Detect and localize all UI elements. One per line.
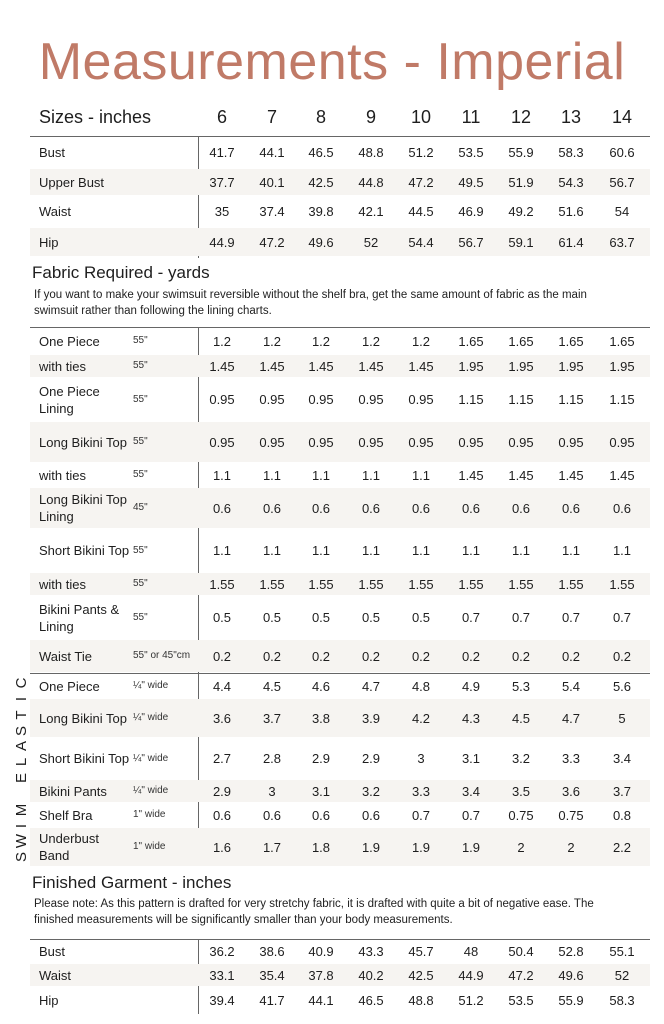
size-9-value: 52: [363, 234, 379, 250]
size-10-value: 45.7: [408, 943, 434, 959]
row-fabric-width: 55": [133, 544, 148, 556]
row-fabric-width: 1" wide: [133, 809, 166, 820]
fabric-note: If you want to make your swimsuit reversible without the shelf bra, get the same amount of fabric as the main swimsuit rather than following the lining charts.: [34, 289, 587, 317]
size-10-value: 54.4: [408, 234, 434, 250]
size-12-value: 0.6: [511, 500, 531, 516]
size-8-value: 1.8: [311, 839, 331, 855]
size-13-value: 1.45: [558, 467, 584, 483]
size-8-value: 0.5: [311, 610, 331, 625]
size-10-value: 1.45: [408, 358, 434, 374]
size-14-value: 60.6: [609, 145, 635, 160]
size-9-value: 3.9: [361, 710, 381, 726]
row-label: One Piece: [39, 678, 100, 694]
size-6-value: 1.2: [212, 333, 232, 349]
size-12-value: 0.75: [508, 807, 534, 823]
size-13-value: 3.6: [561, 783, 581, 799]
size-9-value: 4.7: [361, 678, 381, 694]
fabric-top-rule: [30, 327, 650, 328]
size-10-header: 10: [410, 107, 432, 127]
size-8-value: 1.55: [308, 576, 334, 592]
fabric-heading: Fabric Required - yards: [32, 263, 210, 282]
size-13-value: 1.15: [558, 392, 584, 407]
size-6-value: 41.7: [209, 145, 235, 160]
size-12-value: 1.15: [508, 392, 534, 407]
size-12-value: 2: [517, 839, 525, 855]
size-8-value: 0.2: [311, 648, 331, 664]
size-10-value: 0.95: [408, 434, 434, 450]
row-fabric-width: 55": [133, 469, 148, 480]
size-13-value: 54.3: [558, 174, 584, 190]
size-9-value: 0.6: [361, 807, 381, 823]
size-12-value: 1.95: [508, 358, 534, 374]
size-8-header: 8: [315, 107, 326, 127]
size-7-value: 37.4: [259, 204, 285, 219]
row-label: Long Bikini Top: [39, 434, 127, 450]
size-9-value: 1.1: [361, 543, 381, 558]
size-13-value: 1.95: [558, 358, 584, 374]
size-11-value: 51.2: [458, 993, 484, 1008]
side-label-letter: S: [13, 725, 30, 736]
row-fabric-width: ¼" wide: [133, 712, 169, 723]
size-8-value: 2.9: [311, 751, 331, 766]
side-label-letter: L: [13, 758, 30, 767]
size-12-value: 55.9: [508, 145, 534, 160]
size-12-value: 1.1: [511, 543, 531, 558]
size-11-value: 56.7: [458, 234, 484, 250]
side-label-letter: C: [13, 677, 30, 689]
size-14-value: 0.8: [612, 807, 632, 823]
row-label: Short Bikini Top: [39, 543, 130, 558]
size-10-value: 0.7: [411, 807, 431, 823]
size-8-value: 40.9: [308, 943, 334, 959]
size-9-value: 43.3: [358, 943, 384, 959]
size-12-value: 51.9: [508, 174, 534, 190]
size-6-value: 4.4: [212, 678, 232, 694]
size-10-value: 51.2: [408, 145, 434, 160]
size-8-value: 42.5: [308, 174, 334, 190]
size-6-value: 1.55: [209, 576, 235, 592]
size-14-header: 14: [611, 107, 633, 127]
size-12-value: 49.2: [508, 204, 534, 219]
side-label-letter: I: [13, 696, 30, 701]
size-6-value: 39.4: [209, 993, 235, 1008]
row-fabric-width: 55": [133, 360, 148, 371]
size-13-value: 52.8: [558, 943, 584, 959]
side-label-letter: M: [13, 803, 30, 816]
size-9-value: 0.2: [361, 648, 381, 664]
size-14-value: 1.65: [609, 333, 635, 349]
size-8-value: 1.45: [308, 358, 334, 374]
size-7-value: 47.2: [259, 234, 285, 250]
size-10-value: 0.95: [408, 392, 434, 407]
size-8-value: 3.1: [311, 783, 331, 799]
row-fabric-width: ¼" wide: [133, 785, 169, 796]
size-13-value: 58.3: [558, 145, 584, 160]
size-11-value: 1.95: [458, 358, 484, 374]
size-12-value: 53.5: [508, 993, 534, 1008]
size-11-value: 1.1: [461, 543, 481, 558]
size-14-value: 58.3: [609, 993, 635, 1008]
size-10-value: 1.55: [408, 576, 434, 592]
size-8-value: 3.8: [311, 710, 331, 726]
size-7-value: 0.6: [262, 807, 282, 823]
size-14-value: 3.4: [612, 751, 632, 766]
size-14-value: 3.7: [612, 783, 632, 799]
size-7-header: 7: [266, 107, 277, 127]
size-10-value: 1.2: [411, 333, 431, 349]
row-label: Hip: [39, 993, 59, 1008]
size-6-value: 1.1: [212, 467, 232, 483]
row-label: Bust: [39, 145, 66, 160]
size-7-value: 38.6: [259, 943, 285, 959]
size-9-value: 1.45: [358, 358, 384, 374]
size-9-value: 46.5: [358, 993, 384, 1008]
size-13-value: 1.55: [558, 576, 584, 592]
size-7-value: 1.55: [259, 576, 285, 592]
size-9-value: 1.2: [361, 333, 381, 349]
size-6-header: 6: [216, 107, 227, 127]
size-13-value: 2: [567, 839, 575, 855]
row-fabric-width: 45": [133, 502, 148, 513]
size-6-value: 0.2: [212, 648, 232, 664]
row-label: Shelf Bra: [39, 807, 93, 823]
size-8-value: 1.1: [311, 467, 331, 483]
size-11-value: 1.65: [458, 333, 484, 349]
size-12-value: 0.95: [508, 434, 534, 450]
size-12-value: 3.2: [511, 751, 531, 766]
size-12-value: 1.65: [508, 333, 534, 349]
size-11-value: 4.3: [461, 710, 481, 726]
finished-heading: Finished Garment - inches: [32, 873, 232, 892]
row-label: Bikini Pants & Lining: [39, 601, 120, 634]
size-14-value: 1.95: [609, 358, 635, 374]
size-11-value: 1.55: [458, 576, 484, 592]
size-11-value: 0.7: [461, 807, 481, 823]
size-12-value: 47.2: [508, 967, 534, 983]
size-13-value: 0.75: [558, 807, 584, 823]
size-8-value: 0.95: [308, 392, 334, 407]
size-7-value: 44.1: [259, 145, 285, 160]
size-13-value: 1.65: [558, 333, 584, 349]
size-11-value: 0.2: [461, 648, 481, 664]
size-13-value: 5.4: [561, 678, 581, 694]
size-8-value: 46.5: [308, 145, 334, 160]
size-13-value: 0.2: [561, 648, 581, 664]
size-12-value: 0.7: [511, 610, 531, 625]
size-6-value: 35: [214, 204, 230, 219]
side-label-letter: I: [13, 823, 30, 828]
size-7-value: 3.7: [262, 710, 282, 726]
size-9-value: 48.8: [358, 145, 384, 160]
size-10-value: 42.5: [408, 967, 434, 983]
size-10-value: 44.5: [408, 204, 434, 219]
size-10-value: 3: [417, 751, 425, 766]
size-9-value: 0.5: [361, 610, 381, 625]
size-11-value: 3.1: [461, 751, 481, 766]
size-8-value: 44.1: [308, 993, 334, 1008]
size-6-value: 0.95: [209, 392, 235, 407]
size-8-value: 0.6: [311, 807, 331, 823]
size-9-value: 42.1: [358, 204, 384, 219]
size-13-value: 49.6: [558, 967, 584, 983]
size-7-value: 0.5: [262, 610, 282, 625]
row-fabric-width: 55": [133, 335, 148, 346]
side-label-letter: A: [13, 741, 30, 752]
row-label: Hip: [39, 234, 59, 250]
size-14-value: 1.15: [609, 392, 635, 407]
size-13-value: 1.1: [561, 543, 581, 558]
elastic-top-rule: [30, 673, 650, 674]
size-9-value: 44.8: [358, 174, 384, 190]
size-8-value: 0.6: [311, 500, 331, 516]
size-7-value: 1.1: [262, 467, 282, 483]
size-6-value: 0.95: [209, 434, 235, 450]
size-14-value: 63.7: [609, 234, 635, 250]
size-10-value: 1.9: [411, 839, 431, 855]
size-11-value: 1.9: [461, 839, 481, 855]
row-label: with ties: [39, 467, 86, 483]
header-rule: [30, 136, 650, 137]
size-11-value: 53.5: [458, 145, 484, 160]
size-11-value: 1.15: [458, 392, 484, 407]
size-7-value: 0.95: [259, 392, 285, 407]
size-13-value: 55.9: [558, 993, 584, 1008]
row-fabric-width: 55": [133, 611, 148, 623]
size-10-value: 0.2: [411, 648, 431, 664]
size-7-value: 0.2: [262, 648, 282, 664]
side-label-letter: S: [13, 852, 30, 863]
size-10-value: 4.8: [411, 678, 431, 694]
size-6-value: 3.6: [212, 710, 232, 726]
size-6-value: 0.6: [212, 807, 232, 823]
size-14-value: 0.7: [612, 610, 632, 625]
side-label-letter: E: [13, 773, 30, 784]
size-10-value: 3.3: [411, 783, 431, 799]
size-13-value: 3.3: [561, 751, 581, 766]
row-label: One Piece: [39, 333, 100, 349]
size-10-value: 1.1: [411, 467, 431, 483]
size-7-value: 4.5: [262, 678, 282, 694]
size-9-value: 1.1: [361, 467, 381, 483]
size-11-value: 4.9: [461, 678, 481, 694]
size-13-value: 4.7: [561, 710, 581, 726]
size-6-value: 1.45: [209, 358, 235, 374]
size-8-value: 0.95: [308, 434, 334, 450]
size-header-label: Sizes - inches: [39, 107, 152, 127]
size-14-value: 1.1: [612, 543, 632, 558]
size-7-value: 40.1: [259, 174, 285, 190]
size-13-header: 13: [560, 107, 582, 127]
row-fabric-width: 55": [133, 393, 148, 405]
size-14-value: 1.55: [609, 576, 635, 592]
row-label: Bikini Pants: [39, 783, 107, 799]
size-7-value: 2.8: [262, 751, 282, 766]
size-12-header: 12: [510, 107, 532, 127]
size-10-value: 0.6: [411, 500, 431, 516]
size-9-value: 0.95: [358, 434, 384, 450]
size-13-value: 0.7: [561, 610, 581, 625]
size-11-value: 49.5: [458, 174, 484, 190]
row-fabric-width: 55": [133, 436, 148, 447]
size-12-value: 0.2: [511, 648, 531, 664]
size-12-value: 50.4: [508, 943, 534, 959]
size-8-value: 4.6: [311, 678, 331, 694]
size-7-value: 0.6: [262, 500, 282, 516]
row-fabric-width: ¼" wide: [133, 752, 169, 764]
size-14-value: 0.6: [612, 500, 632, 516]
size-9-header: 9: [365, 107, 376, 127]
size-11-header: 11: [461, 107, 481, 127]
size-14-value: 2.2: [612, 839, 632, 855]
size-11-value: 48: [463, 943, 479, 959]
size-7-value: 35.4: [259, 967, 285, 983]
row-label: Upper Bust: [39, 174, 105, 190]
row-label: Waist Tie: [39, 648, 92, 664]
size-6-value: 0.5: [212, 610, 232, 625]
size-6-value: 33.1: [209, 967, 235, 983]
size-10-value: 1.1: [411, 543, 431, 558]
size-13-value: 0.6: [561, 500, 581, 516]
size-14-value: 5.6: [612, 678, 632, 694]
size-12-value: 1.45: [508, 467, 534, 483]
size-6-value: 36.2: [209, 943, 235, 959]
row-label: Long Bikini Top Lining: [39, 492, 127, 524]
row-label: Bust: [39, 943, 66, 959]
size-7-value: 1.2: [262, 333, 282, 349]
size-12-value: 59.1: [508, 234, 534, 250]
size-8-value: 1.1: [311, 543, 331, 558]
size-9-value: 40.2: [358, 967, 384, 983]
size-13-value: 61.4: [558, 234, 584, 250]
size-9-value: 1.9: [361, 839, 381, 855]
size-12-value: 1.55: [508, 576, 534, 592]
side-label-letter: T: [13, 710, 30, 720]
row-fabric-width: 55" or 45"cm: [133, 650, 191, 661]
row-label: One Piece Lining: [39, 383, 100, 416]
size-11-value: 0.6: [461, 500, 481, 516]
size-6-value: 2.7: [212, 751, 232, 766]
size-12-value: 4.5: [511, 710, 531, 726]
size-13-value: 51.6: [558, 204, 584, 219]
size-8-value: 39.8: [308, 204, 334, 219]
size-10-value: 4.2: [411, 710, 431, 726]
row-label: Short Bikini Top: [39, 751, 130, 766]
size-7-value: 41.7: [259, 993, 285, 1008]
size-6-value: 44.9: [209, 234, 235, 250]
size-14-value: 1.45: [609, 467, 635, 483]
size-11-value: 0.7: [461, 610, 481, 625]
size-11-value: 46.9: [458, 204, 484, 219]
size-8-value: 37.8: [308, 967, 334, 983]
row-fabric-width: 1" wide: [133, 841, 166, 852]
row-label: Waist: [39, 204, 72, 219]
size-14-value: 52: [614, 967, 630, 983]
size-10-value: 0.5: [411, 610, 431, 625]
size-9-value: 3.2: [361, 783, 381, 799]
row-fabric-width: ¼" wide: [133, 680, 169, 691]
size-6-value: 2.9: [212, 783, 232, 799]
size-6-value: 1.1: [212, 543, 232, 558]
size-12-value: 3.5: [511, 783, 531, 799]
size-9-value: 0.6: [361, 500, 381, 516]
size-8-value: 1.2: [311, 333, 331, 349]
size-14-value: 56.7: [609, 174, 635, 190]
size-12-value: 5.3: [511, 678, 531, 694]
finished-note: Please note: As this pattern is drafted for very stretchy fabric, it is drafted with quite a bit of negative ease. The finished measurements will be significantly smaller than your body measurements.: [34, 898, 594, 926]
row-label: with ties: [39, 358, 86, 374]
row-label: Underbust Band: [39, 831, 99, 863]
size-13-value: 0.95: [558, 434, 584, 450]
size-14-value: 55.1: [609, 943, 635, 959]
size-10-value: 47.2: [408, 174, 434, 190]
size-9-value: 1.55: [358, 576, 384, 592]
size-14-value: 0.95: [609, 434, 635, 450]
size-6-value: 1.6: [212, 839, 232, 855]
row-label: with ties: [39, 576, 86, 592]
side-label-letter: W: [13, 834, 30, 849]
size-10-value: 48.8: [408, 993, 434, 1008]
size-14-value: 0.2: [612, 648, 632, 664]
size-11-value: 44.9: [458, 967, 484, 983]
size-7-value: 1.1: [262, 543, 282, 558]
page-title: Measurements - Imperial: [38, 33, 626, 91]
size-6-value: 0.6: [212, 500, 232, 516]
size-11-value: 3.4: [461, 783, 481, 799]
size-7-value: 3: [268, 783, 276, 799]
size-9-value: 0.95: [358, 392, 384, 407]
size-8-value: 49.6: [308, 234, 334, 250]
size-6-value: 37.7: [209, 174, 235, 190]
size-7-value: 1.45: [259, 358, 285, 374]
size-7-value: 1.7: [262, 839, 282, 855]
size-9-value: 2.9: [361, 751, 381, 766]
size-7-value: 0.95: [259, 434, 285, 450]
size-11-value: 0.95: [458, 434, 484, 450]
size-14-value: 5: [618, 710, 626, 726]
size-11-value: 1.45: [458, 467, 484, 483]
size-14-value: 54: [614, 204, 630, 219]
row-fabric-width: 55": [133, 578, 148, 589]
row-label: Long Bikini Top: [39, 710, 127, 726]
row-label: Waist: [39, 967, 72, 983]
